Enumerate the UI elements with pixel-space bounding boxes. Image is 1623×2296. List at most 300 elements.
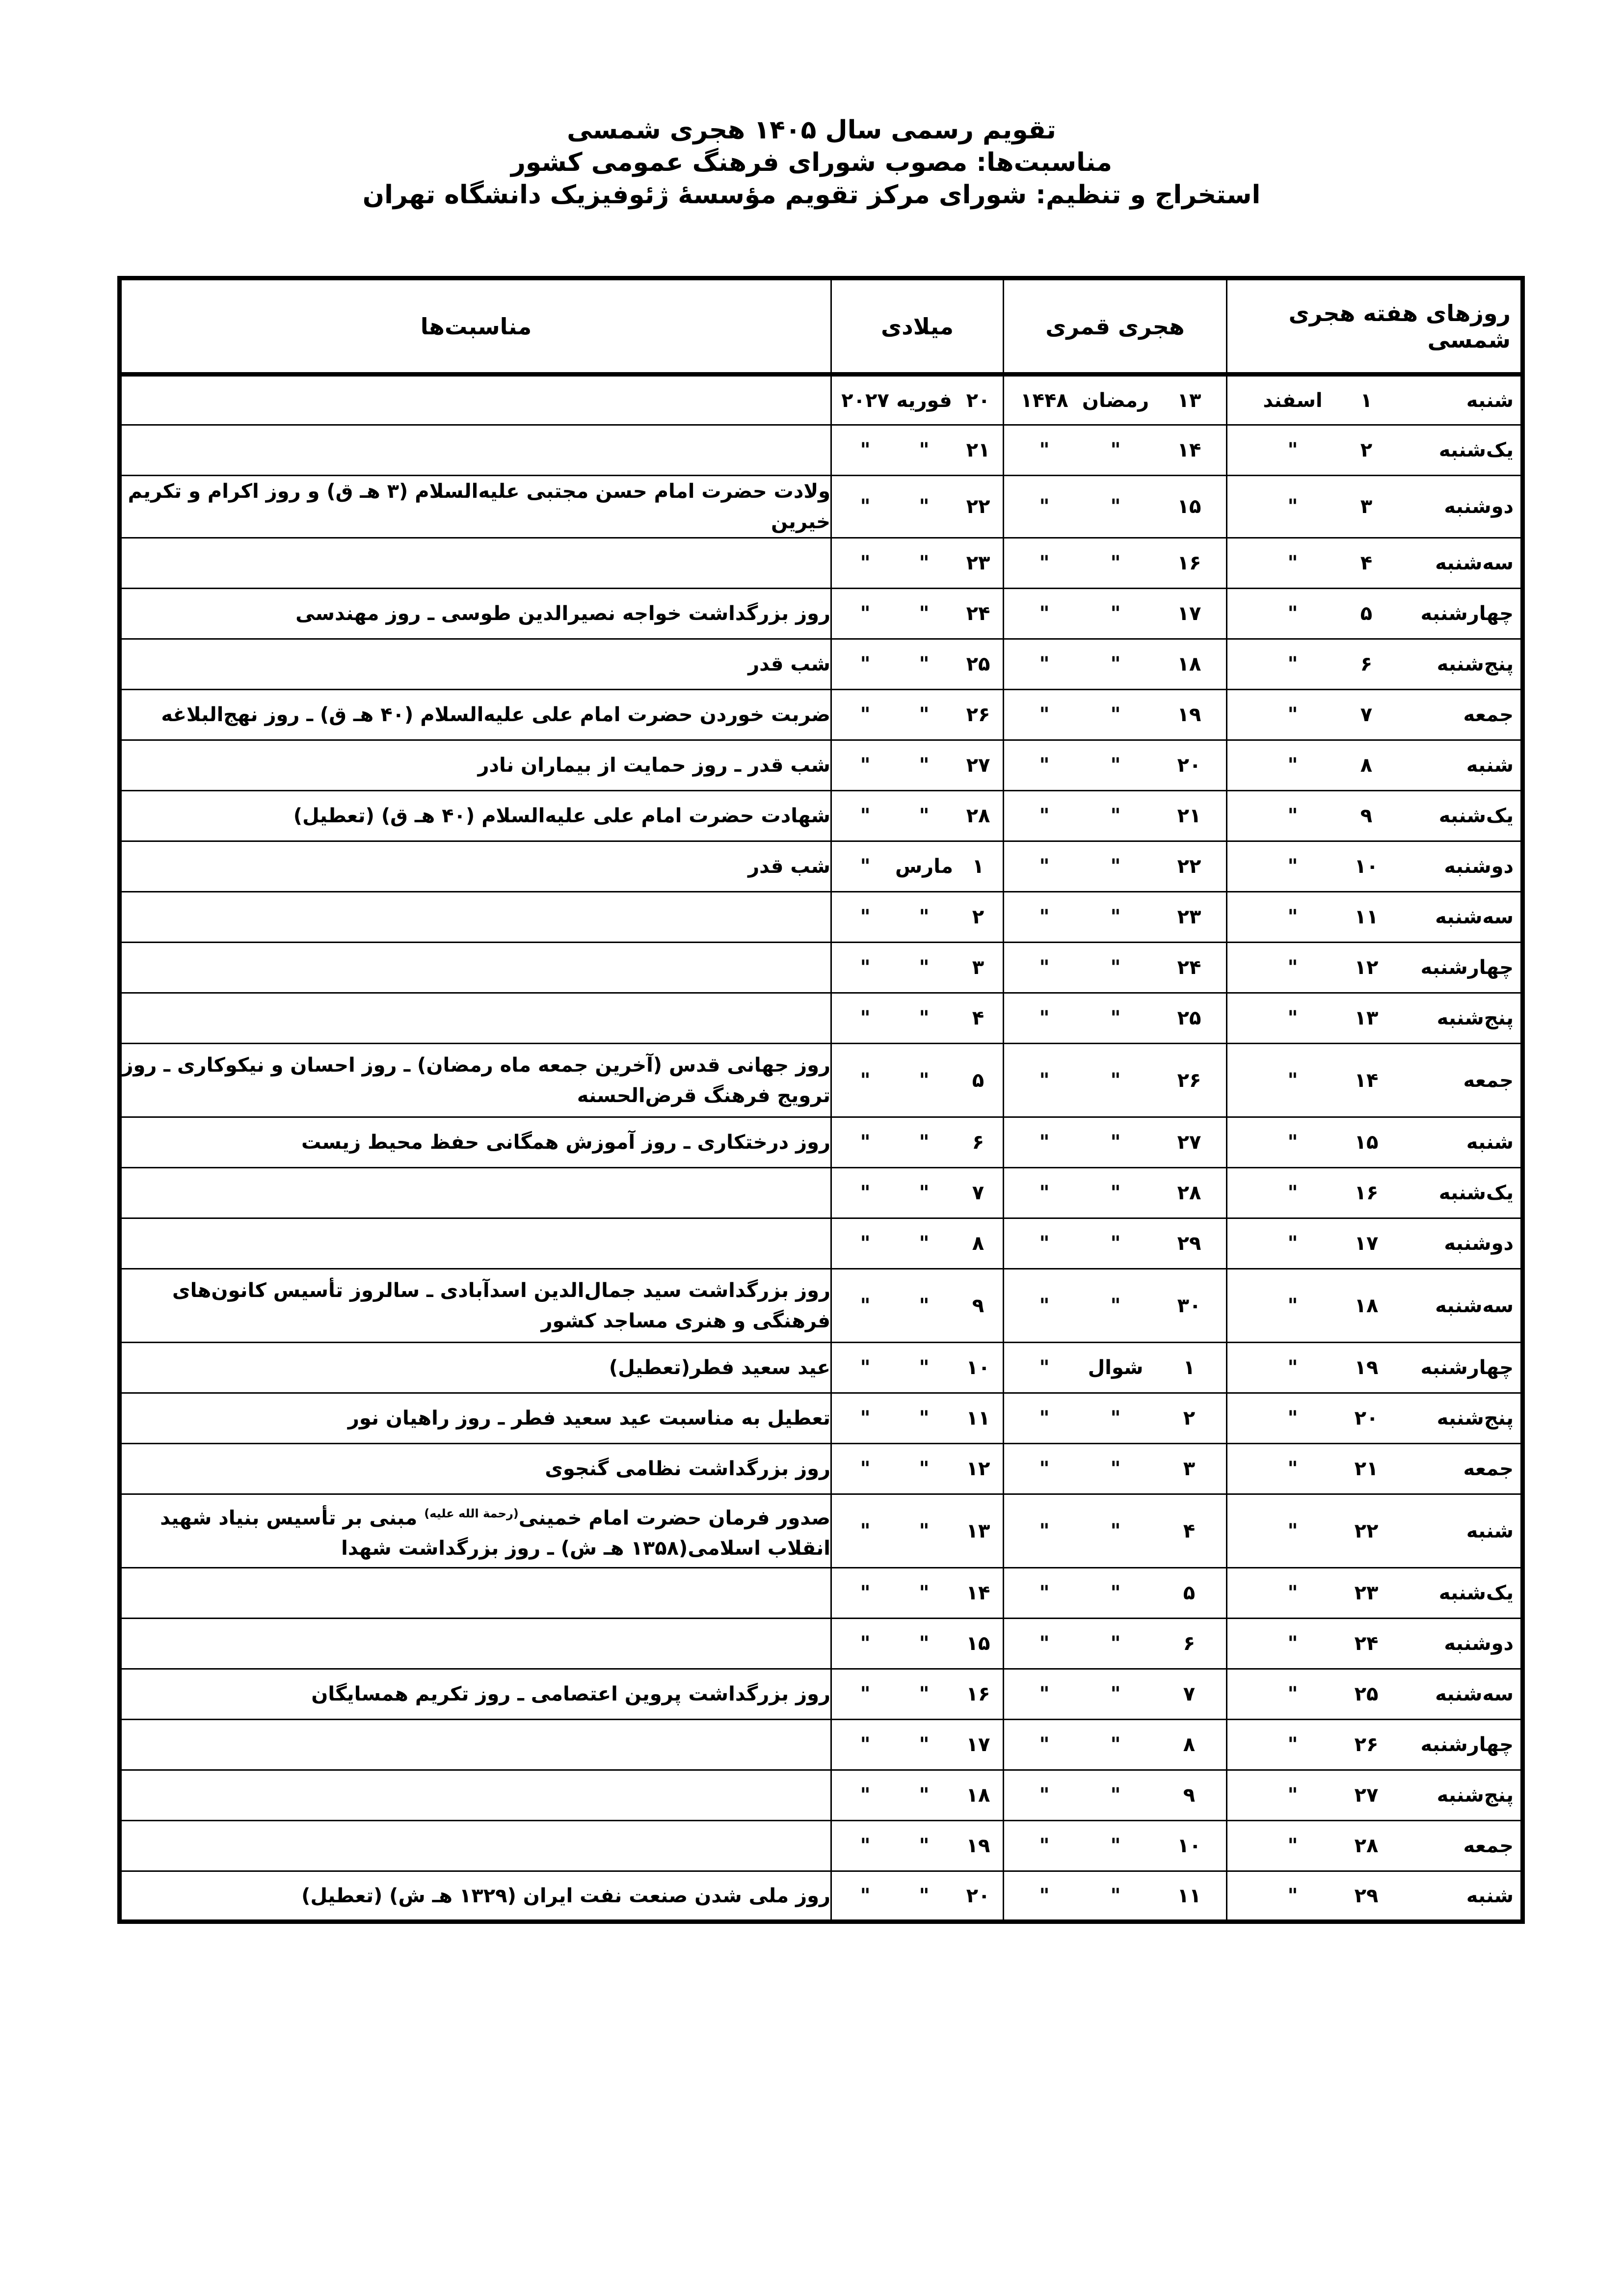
gregorian-date-group (832, 1131, 1003, 1154)
gregorian-year: " (860, 1632, 871, 1655)
gregorian-month: " (919, 1632, 930, 1655)
weekday: دوشنبه (1444, 1232, 1514, 1255)
lunar-day: ۸ (1183, 1733, 1196, 1756)
weekday: پنج‌شنبه (1437, 1407, 1514, 1430)
table-row (120, 1720, 1523, 1770)
solar-day: ۲۹ (1354, 1884, 1379, 1907)
lunar-year: " (1039, 653, 1050, 675)
solar-day: ۲۶ (1354, 1733, 1379, 1756)
lunar-year: " (1039, 1182, 1050, 1204)
lunar-month: " (1110, 1069, 1121, 1092)
gregorian-date-group (832, 602, 1003, 625)
solar-day: ۱۲ (1354, 956, 1379, 979)
gregorian-date-cell (831, 1871, 1004, 1922)
gregorian-day: ۱ (972, 855, 984, 878)
event-cell (120, 1343, 831, 1393)
gregorian-date-group (832, 1232, 1003, 1255)
gregorian-date-group (832, 1885, 1003, 1907)
lunar-month: " (1110, 1519, 1121, 1542)
gregorian-date-group (832, 1520, 1003, 1542)
lunar-day: ۱ (1183, 1356, 1196, 1379)
solar-month: " (1287, 439, 1298, 461)
solar-date-group (1227, 1458, 1520, 1480)
solar-date-group (1227, 1407, 1520, 1430)
solar-date-group (1227, 1182, 1520, 1204)
lunar-date-group (1004, 1582, 1226, 1604)
gregorian-day: ۲۰ (966, 389, 990, 412)
lunar-date-group (1004, 1733, 1226, 1756)
event-text: روز جهانی قدس (آخرین جمعه ماه رمضان) ـ روز احسان و نیکوکاری ـ روز ترویج فرهنگ قرض‌الحسنه (122, 1053, 830, 1107)
gregorian-date-cell (831, 1218, 1004, 1269)
lunar-day: ۲۱ (1177, 805, 1201, 827)
gregorian-date-group (832, 1182, 1003, 1204)
gregorian-date-cell (831, 1393, 1004, 1444)
solar-day: ۱۶ (1354, 1182, 1379, 1204)
gregorian-day: ۱۳ (966, 1519, 990, 1542)
lunar-year: " (1039, 1407, 1050, 1430)
gregorian-month: مارس (895, 855, 953, 878)
gregorian-date-group (832, 1458, 1003, 1480)
solar-day: ۱۱ (1354, 906, 1379, 928)
weekday: چهارشنبه (1420, 956, 1514, 979)
table-row (120, 1044, 1523, 1117)
gregorian-day: ۶ (972, 1131, 984, 1154)
gregorian-month: " (919, 1835, 930, 1857)
lunar-month: " (1110, 1232, 1121, 1255)
lunar-day: ۳۰ (1177, 1294, 1201, 1317)
gregorian-month: " (919, 1356, 930, 1379)
solar-date-cell (1227, 1821, 1523, 1871)
lunar-date-cell (1004, 639, 1227, 690)
lunar-date-group (1004, 1232, 1226, 1255)
event-cell (120, 1218, 831, 1269)
lunar-date-cell (1004, 1568, 1227, 1619)
lunar-year: " (1039, 805, 1050, 827)
solar-month: " (1287, 1519, 1298, 1542)
gregorian-year: " (860, 1733, 871, 1756)
solar-date-group (1227, 552, 1520, 574)
solar-month: " (1287, 1294, 1298, 1317)
lunar-year: " (1039, 1683, 1050, 1705)
lunar-year: " (1039, 1007, 1050, 1029)
gregorian-date-group (832, 754, 1003, 777)
table-row (120, 1168, 1523, 1218)
lunar-date-cell (1004, 943, 1227, 993)
solar-date-cell (1227, 1720, 1523, 1770)
gregorian-year: " (860, 703, 871, 726)
gregorian-year: " (860, 956, 871, 979)
lunar-date-cell (1004, 892, 1227, 943)
solar-date-cell (1227, 1168, 1523, 1218)
lunar-day: ۷ (1183, 1683, 1196, 1705)
gregorian-day: ۳ (972, 956, 984, 979)
gregorian-year: " (860, 1884, 871, 1907)
lunar-month: " (1110, 906, 1121, 928)
gregorian-year: " (860, 1519, 871, 1542)
lunar-date-cell (1004, 538, 1227, 589)
table-row (120, 639, 1523, 690)
table-row (120, 589, 1523, 639)
lunar-day: ۱۶ (1177, 552, 1201, 574)
event-text: شهادت حضرت امام علی علیه‌السلام (۴۰ هـ ق) (تعطیل) (293, 805, 830, 827)
event-text: تعطیل به مناسبت عید سعید فطر ـ روز راهیان نور (347, 1407, 830, 1430)
lunar-date-group (1004, 495, 1226, 518)
table-row (120, 1269, 1523, 1343)
weekday: پنج‌شنبه (1437, 1007, 1514, 1029)
event-text: روز بزرگداشت پروین اعتصامی ـ روز تکریم همسایگان (311, 1683, 830, 1705)
gregorian-month: " (919, 1683, 930, 1705)
gregorian-year: " (860, 754, 871, 777)
lunar-month: " (1110, 495, 1121, 518)
gregorian-date-group (832, 1784, 1003, 1807)
solar-date-cell (1227, 1619, 1523, 1669)
gregorian-year: " (860, 1294, 871, 1317)
lunar-day: ۲۸ (1177, 1182, 1201, 1204)
gregorian-date-cell (831, 639, 1004, 690)
weekday: پنج‌شنبه (1437, 653, 1514, 675)
weekday: دوشنبه (1444, 1632, 1514, 1655)
solar-month: " (1287, 754, 1298, 777)
gregorian-date-group (832, 1295, 1003, 1317)
solar-date-cell (1227, 740, 1523, 791)
lunar-day: ۲۹ (1177, 1232, 1201, 1255)
solar-day: ۲۵ (1354, 1683, 1379, 1705)
gregorian-year: " (860, 1784, 871, 1807)
event-cell (120, 1871, 831, 1922)
lunar-day: ۳ (1183, 1458, 1196, 1480)
lunar-month: " (1110, 1683, 1121, 1705)
solar-month: اسفند (1263, 389, 1323, 412)
solar-date-group (1227, 1582, 1520, 1604)
lunar-year: " (1039, 1632, 1050, 1655)
solar-month: " (1287, 1069, 1298, 1092)
gregorian-date-group (832, 1835, 1003, 1857)
gregorian-day: ۱۸ (966, 1784, 990, 1807)
solar-date-cell (1227, 476, 1523, 538)
solar-month: " (1287, 495, 1298, 518)
gregorian-month: " (919, 956, 930, 979)
event-cell (120, 589, 831, 639)
solar-day: ۲۴ (1354, 1632, 1379, 1655)
solar-day: ۳ (1360, 495, 1373, 518)
gregorian-month: " (919, 703, 930, 726)
gregorian-date-cell (831, 1444, 1004, 1494)
weekday: جمعه (1463, 1835, 1514, 1857)
solar-date-cell (1227, 1218, 1523, 1269)
gregorian-day: ۱۵ (966, 1632, 990, 1655)
gregorian-year: " (860, 1835, 871, 1857)
event-text: شب قدر ـ روز حمایت از بیماران نادر (478, 754, 830, 777)
gregorian-date-group (832, 1683, 1003, 1705)
gregorian-year: " (860, 1007, 871, 1029)
lunar-year: " (1039, 855, 1050, 878)
lunar-year: " (1039, 1835, 1050, 1857)
event-cell (120, 1619, 831, 1669)
gregorian-year: " (860, 1356, 871, 1379)
calendar-body (120, 375, 1523, 1922)
gregorian-day: ۱۰ (966, 1356, 990, 1379)
gregorian-month: " (919, 805, 930, 827)
event-cell (120, 1444, 831, 1494)
gregorian-month: " (919, 906, 930, 928)
gregorian-month: " (919, 495, 930, 518)
gregorian-day: ۹ (972, 1294, 984, 1317)
gregorian-day: ۱۲ (966, 1458, 990, 1480)
solar-date-cell (1227, 993, 1523, 1044)
weekday: یک‌شنبه (1438, 439, 1514, 461)
lunar-date-cell (1004, 993, 1227, 1044)
column-header-gregorian: میلادی (831, 278, 1004, 375)
gregorian-month: " (919, 1182, 930, 1204)
calendar-table (117, 276, 1525, 1924)
solar-day: ۴ (1360, 552, 1373, 574)
lunar-month: " (1110, 1632, 1121, 1655)
event-cell (120, 1568, 831, 1619)
lunar-date-group (1004, 1683, 1226, 1705)
table-row (120, 1444, 1523, 1494)
lunar-day: ۲۵ (1177, 1007, 1201, 1029)
solar-date-cell (1227, 690, 1523, 740)
event-cell (120, 1494, 831, 1568)
lunar-date-cell (1004, 1269, 1227, 1343)
lunar-day: ۱۳ (1177, 389, 1201, 412)
solar-date-cell (1227, 1444, 1523, 1494)
lunar-month: " (1110, 855, 1121, 878)
solar-date-group (1227, 439, 1520, 461)
lunar-date-cell (1004, 375, 1227, 425)
table-row (120, 1669, 1523, 1720)
gregorian-month: " (919, 1007, 930, 1029)
gregorian-day: ۲۷ (966, 754, 990, 777)
gregorian-month: " (919, 1582, 930, 1604)
lunar-day: ۲ (1183, 1407, 1196, 1430)
gregorian-day: ۱۱ (966, 1407, 990, 1430)
gregorian-date-cell (831, 1343, 1004, 1393)
gregorian-month: " (919, 1884, 930, 1907)
lunar-month: رمضان (1082, 389, 1149, 412)
event-cell (120, 1269, 831, 1343)
solar-date-cell (1227, 589, 1523, 639)
lunar-year: " (1039, 1069, 1050, 1092)
lunar-date-cell (1004, 841, 1227, 892)
gregorian-date-group (832, 389, 1003, 412)
gregorian-day: ۲۳ (966, 552, 990, 574)
gregorian-day: ۵ (972, 1069, 984, 1092)
table-row (120, 1568, 1523, 1619)
table-row (120, 841, 1523, 892)
solar-date-group (1227, 805, 1520, 827)
event-cell (120, 993, 831, 1044)
table-row (120, 1619, 1523, 1669)
gregorian-date-cell (831, 1117, 1004, 1168)
lunar-year: " (1039, 1232, 1050, 1255)
weekday: شنبه (1466, 1131, 1514, 1154)
solar-date-group (1227, 1683, 1520, 1705)
gregorian-date-cell (831, 538, 1004, 589)
lunar-month: " (1110, 754, 1121, 777)
lunar-month: " (1110, 1007, 1121, 1029)
lunar-date-cell (1004, 425, 1227, 476)
table-row (120, 476, 1523, 538)
lunar-date-group (1004, 653, 1226, 675)
lunar-year: " (1039, 1356, 1050, 1379)
gregorian-day: ۲۵ (966, 653, 990, 675)
solar-date-group (1227, 1232, 1520, 1255)
table-row (120, 740, 1523, 791)
event-text: روز بزرگداشت نظامی گنجوی (545, 1458, 830, 1480)
solar-date-group (1227, 389, 1520, 412)
lunar-date-group (1004, 956, 1226, 979)
solar-date-cell (1227, 1117, 1523, 1168)
lunar-date-group (1004, 1458, 1226, 1480)
solar-day: ۱۳ (1354, 1007, 1379, 1029)
solar-month: " (1287, 653, 1298, 675)
gregorian-month: " (919, 1733, 930, 1756)
table-row (120, 375, 1523, 425)
gregorian-date-cell (831, 375, 1004, 425)
lunar-month: " (1110, 1131, 1121, 1154)
gregorian-year: " (860, 602, 871, 625)
solar-day: ۲۷ (1354, 1784, 1379, 1807)
event-text: روز بزرگداشت سید جمال‌الدین اسدآبادی ـ سالروز تأسیس کانون‌های فرهنگی و هنری مساجد کشور (172, 1279, 830, 1332)
gregorian-day: ۲ (972, 906, 984, 928)
solar-date-group (1227, 956, 1520, 979)
gregorian-date-cell (831, 791, 1004, 841)
table-row (120, 943, 1523, 993)
table-row (120, 425, 1523, 476)
solar-date-group (1227, 855, 1520, 878)
gregorian-year: " (860, 1131, 871, 1154)
lunar-year: ۱۴۴۸ (1020, 389, 1068, 412)
solar-date-cell (1227, 1669, 1523, 1720)
lunar-date-cell (1004, 690, 1227, 740)
lunar-day: ۵ (1183, 1582, 1196, 1604)
column-header-lunar: هجری قمری (1004, 278, 1227, 375)
solar-day: ۷ (1360, 703, 1373, 726)
solar-date-cell (1227, 1269, 1523, 1343)
lunar-month: " (1110, 1458, 1121, 1480)
event-superscript: (رحمة الله علیه) (424, 1506, 519, 1520)
lunar-month: " (1110, 805, 1121, 827)
lunar-day: ۱۵ (1177, 495, 1201, 518)
gregorian-day: ۲۴ (966, 602, 990, 625)
weekday: سه‌شنبه (1435, 1683, 1514, 1705)
lunar-year: " (1039, 495, 1050, 518)
table-row (120, 538, 1523, 589)
page-source: استخراج و تنظیم: شورای مرکز تقویم مؤسسهٔ ژئوفیزیک دانشگاه تهران (362, 180, 1261, 210)
lunar-date-cell (1004, 1218, 1227, 1269)
lunar-date-cell (1004, 1343, 1227, 1393)
lunar-year: " (1039, 1784, 1050, 1807)
weekday: چهارشنبه (1420, 1733, 1514, 1756)
solar-date-cell (1227, 538, 1523, 589)
solar-day: ۱۴ (1354, 1069, 1379, 1092)
lunar-month: " (1110, 1407, 1121, 1430)
event-text: عید سعید فطر(تعطیل) (609, 1356, 830, 1379)
gregorian-day: ۸ (972, 1232, 984, 1255)
solar-date-cell (1227, 1393, 1523, 1444)
weekday: جمعه (1463, 1458, 1514, 1480)
lunar-month: " (1110, 1182, 1121, 1204)
lunar-date-group (1004, 439, 1226, 461)
gregorian-date-group (832, 1733, 1003, 1756)
solar-day: ۱۰ (1354, 855, 1379, 878)
weekday: جمعه (1463, 1069, 1514, 1092)
lunar-date-cell (1004, 791, 1227, 841)
solar-date-group (1227, 1356, 1520, 1379)
solar-date-cell (1227, 1494, 1523, 1568)
lunar-year: " (1039, 439, 1050, 461)
lunar-year: " (1039, 602, 1050, 625)
solar-month: " (1287, 552, 1298, 574)
lunar-month: شوال (1088, 1356, 1144, 1379)
solar-month: " (1287, 703, 1298, 726)
solar-date-group (1227, 1295, 1520, 1317)
solar-month: " (1287, 1007, 1298, 1029)
solar-day: ۲۱ (1354, 1458, 1379, 1480)
gregorian-year: " (860, 1458, 871, 1480)
solar-month: " (1287, 602, 1298, 625)
lunar-date-cell (1004, 1393, 1227, 1444)
weekday: پنج‌شنبه (1437, 1784, 1514, 1807)
gregorian-date-cell (831, 841, 1004, 892)
event-cell (120, 841, 831, 892)
gregorian-day: ۱۹ (966, 1835, 990, 1857)
gregorian-year: " (860, 1582, 871, 1604)
lunar-date-group (1004, 552, 1226, 574)
gregorian-year: ۲۰۲۷ (841, 389, 889, 412)
gregorian-year: " (860, 552, 871, 574)
event-cell (120, 1168, 831, 1218)
solar-month: " (1287, 1632, 1298, 1655)
lunar-day: ۲۶ (1177, 1069, 1201, 1092)
gregorian-month: " (919, 1069, 930, 1092)
lunar-month: " (1110, 1733, 1121, 1756)
gregorian-year: " (860, 805, 871, 827)
solar-date-group (1227, 754, 1520, 777)
lunar-day: ۴ (1183, 1519, 1196, 1542)
gregorian-date-cell (831, 1044, 1004, 1117)
lunar-day: ۱۴ (1177, 439, 1201, 461)
event-cell (120, 1044, 831, 1117)
lunar-date-group (1004, 1295, 1226, 1317)
solar-date-cell (1227, 892, 1523, 943)
table-row (120, 993, 1523, 1044)
gregorian-date-cell (831, 1269, 1004, 1343)
gregorian-day: ۱۶ (966, 1683, 990, 1705)
event-cell (120, 425, 831, 476)
lunar-date-cell (1004, 1117, 1227, 1168)
solar-date-group (1227, 1131, 1520, 1154)
lunar-year: " (1039, 1458, 1050, 1480)
table-row (120, 791, 1523, 841)
weekday: جمعه (1463, 703, 1514, 726)
event-text: روز ملی شدن صنعت نفت ایران (۱۳۲۹ هـ ش) (تعطیل) (301, 1884, 830, 1907)
lunar-date-group (1004, 1131, 1226, 1154)
gregorian-year: " (860, 653, 871, 675)
solar-day: ۲۰ (1354, 1407, 1379, 1430)
column-header-solar: روزهای هفته هجری شمسی (1227, 278, 1523, 375)
gregorian-date-cell (831, 690, 1004, 740)
lunar-date-group (1004, 1885, 1226, 1907)
gregorian-month: " (919, 1458, 930, 1480)
solar-month: " (1287, 1232, 1298, 1255)
gregorian-year: " (860, 1069, 871, 1092)
gregorian-date-group (832, 855, 1003, 878)
lunar-day: ۲۰ (1177, 754, 1201, 777)
lunar-date-group (1004, 602, 1226, 625)
gregorian-date-cell (831, 425, 1004, 476)
